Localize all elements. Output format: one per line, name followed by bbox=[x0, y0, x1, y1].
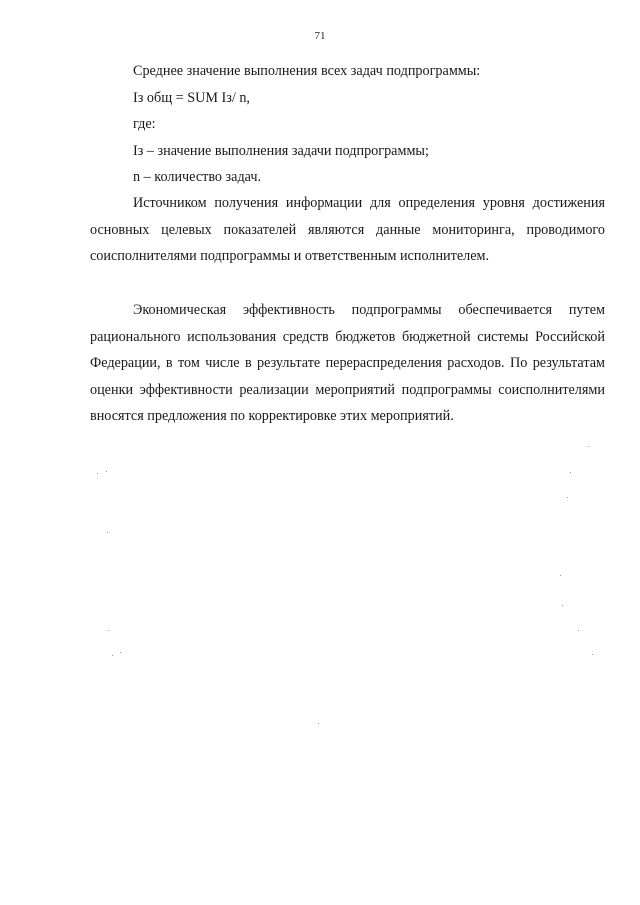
formula-expression: Iз общ = SUM Iз/ n, bbox=[133, 89, 250, 106]
scan-noise-speck bbox=[578, 630, 579, 631]
efficiency-paragraph-block bbox=[90, 297, 605, 430]
scan-noise-speck bbox=[108, 630, 109, 631]
scan-noise-speck bbox=[106, 471, 107, 472]
page-number: 71 bbox=[314, 30, 326, 42]
scan-noise-speck bbox=[570, 472, 571, 473]
scan-noise-speck bbox=[318, 723, 319, 724]
scan-noise-speck bbox=[112, 655, 113, 656]
formula-where: где: bbox=[133, 116, 156, 132]
formula-definition-n: n – количество задач. bbox=[133, 169, 262, 185]
scan-noise-speck bbox=[107, 532, 108, 533]
efficiency-paragraph: Экономическая эффективность подпрограммы обеспечивается путем рационального использования средств бюджетов бюджетной системы Российской Федерации, в том числе в результате перераспределения расходов. По результатам оценки эффективности реализации мероприятий подпрограммы соисполнителями вносятся предложения по корректировке этих мероприятий. bbox=[90, 302, 605, 424]
formula-section bbox=[90, 58, 605, 191]
scan-noise-speck bbox=[97, 473, 98, 474]
formula-definition-iz: Iз – значение выполнения задачи подпрограммы; bbox=[133, 142, 429, 159]
scan-noise-speck bbox=[592, 654, 593, 655]
formula-intro: Среднее значение выполнения всех задач подпрограммы: bbox=[133, 63, 481, 79]
scan-noise-speck bbox=[588, 446, 589, 447]
scan-noise-speck bbox=[562, 605, 563, 606]
monitoring-paragraph: Источником получения информации для определения уровня достижения основных целевых показателей являются данные мониторинга, проводимого соисполнителями подпрограммы и ответственным исполнителем. bbox=[90, 195, 605, 264]
monitoring-paragraph-block bbox=[90, 190, 605, 270]
scan-noise-speck bbox=[560, 575, 561, 576]
scan-noise-speck bbox=[120, 652, 121, 653]
scan-noise-speck bbox=[567, 497, 568, 498]
